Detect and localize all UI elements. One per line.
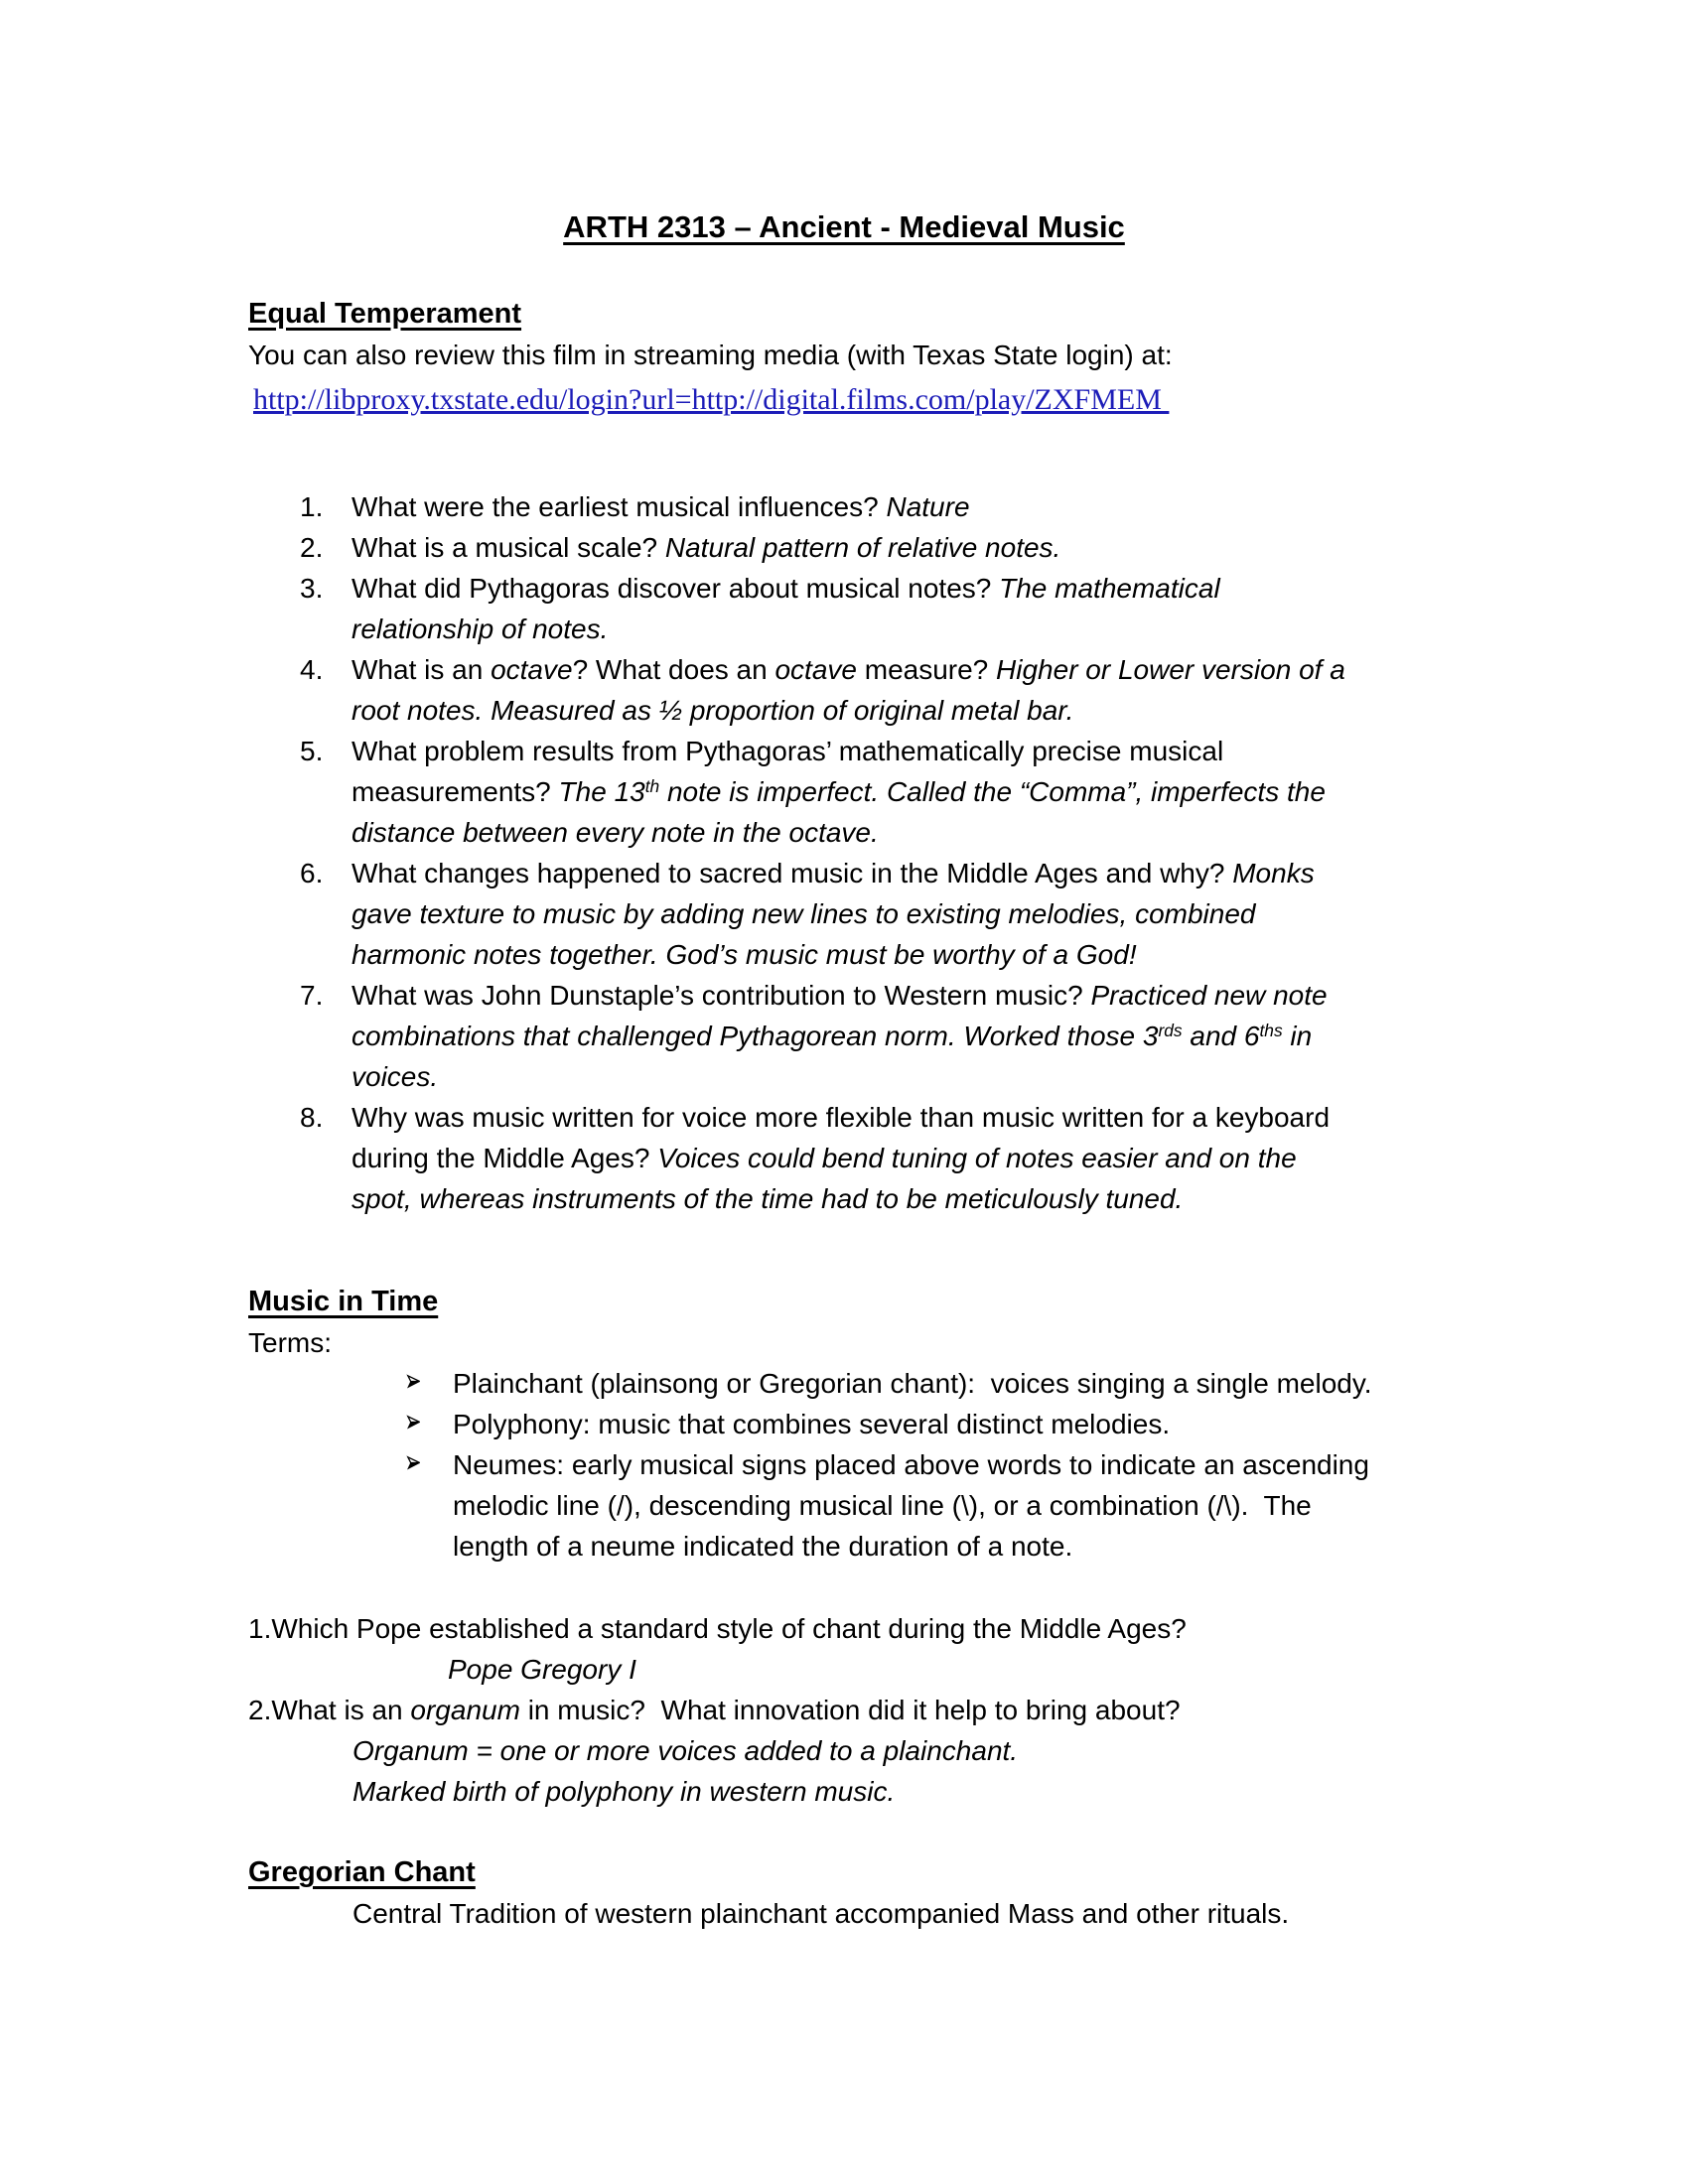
question-item bbox=[300, 853, 1440, 975]
question-item bbox=[300, 649, 1440, 731]
et-question-list bbox=[248, 486, 1440, 1219]
question-text: What were the earliest musical influences? Nature bbox=[352, 491, 970, 522]
heading-music-in-time: Music in Time bbox=[248, 1286, 439, 1317]
qa-block bbox=[248, 1608, 1440, 1812]
question-text: What problem results from Pythagoras’ mathematically precise musical measurements? The 13th note is imperfect. Called the “Comma”, imperfects the distance between every note in the octave. bbox=[352, 736, 1326, 848]
link-line bbox=[248, 376, 1440, 424]
question-number: 2. bbox=[300, 532, 324, 563]
qa-line: Pope Gregory I bbox=[448, 1654, 636, 1685]
question-number: 4. bbox=[300, 654, 324, 685]
term-text: Neumes: early musical signs placed above words to indicate an ascending melodic line (/), descending musical line (\), or a combination (/\). The length of a neume indicated the duration of a note. bbox=[453, 1449, 1369, 1562]
heading-gregorian-chant: Gregorian Chant bbox=[248, 1856, 476, 1888]
question-item bbox=[300, 731, 1440, 853]
question-number: 1. bbox=[300, 491, 324, 522]
page-title: ARTH 2313 – Ancient - Medieval Music bbox=[563, 209, 1125, 244]
qa-line: Marked birth of polyphony in western music. bbox=[352, 1776, 896, 1807]
term-item bbox=[405, 1444, 1440, 1567]
streaming-media-link[interactable]: http://libproxy.txstate.edu/login?url=http://digital.films.com/play/ZXFMEM bbox=[253, 383, 1170, 416]
question-item bbox=[300, 1097, 1440, 1219]
question-text: What did Pythagoras discover about musical notes? The mathematical relationship of notes. bbox=[352, 573, 1220, 644]
heading-equal-temperament: Equal Temperament bbox=[248, 298, 522, 330]
terms-list bbox=[248, 1363, 1440, 1567]
intro-text: You can also review this film in streaming media (with Texas State login) at: bbox=[248, 340, 1173, 370]
question-item bbox=[300, 527, 1440, 568]
question-item bbox=[300, 486, 1440, 527]
question-number: 3. bbox=[300, 573, 324, 604]
term-text: Polyphony: music that combines several distinct melodies. bbox=[453, 1409, 1171, 1439]
bullet-arrow-icon bbox=[405, 1444, 453, 1567]
question-text: What was John Dunstaple’s contribution to Western music? Practiced new note combinations that challenged Pythagorean norm. Worked those $3^{rds}$ and $6^{ths}$ in voices. bbox=[352, 980, 1328, 1092]
question-number: 5. bbox=[300, 736, 324, 766]
question-item bbox=[300, 975, 1440, 1097]
question-text: Why was music written for voice more flexible than music written for a keyboard during the Middle Ages? Voices could bend tuning of notes easier and on the spot, whereas instruments of the time had to be meticulously tuned. bbox=[352, 1102, 1331, 1214]
question-text: What is a musical scale? Natural pattern of relative notes. bbox=[352, 532, 1061, 563]
term-item bbox=[405, 1363, 1440, 1404]
question-number: 6. bbox=[300, 858, 324, 888]
gregorian-chant-body: Central Tradition of western plainchant accompanied Mass and other rituals. bbox=[352, 1898, 1290, 1929]
bullet-arrow-icon bbox=[405, 1363, 453, 1404]
term-text: Plainchant (plainsong or Gregorian chant): voices singing a single melody. bbox=[453, 1368, 1372, 1399]
question-text: What changes happened to sacred music in the Middle Ages and why? Monks gave texture to music by adding new lines to existing melodies, combined harmonic notes together. God’s music must be worthy of a God! bbox=[352, 858, 1315, 970]
question-number: 7. bbox=[300, 980, 324, 1011]
question-text: What is an octave? What does an octave measure? Higher or Lower version of a root notes. Measured as ½ proportion of original metal bar. bbox=[352, 654, 1345, 726]
question-item bbox=[300, 568, 1440, 649]
bullet-arrow-icon bbox=[405, 1404, 453, 1444]
terms-label: Terms: bbox=[248, 1327, 332, 1358]
qa-line: Organum = one or more voices added to a plainchant. bbox=[352, 1735, 1019, 1766]
qa-line: 1.Which Pope established a standard style of chant during the Middle Ages? bbox=[248, 1613, 1187, 1644]
term-item bbox=[405, 1404, 1440, 1444]
question-number: 8. bbox=[300, 1102, 324, 1133]
qa-line: 2.What is an organum in music? What innovation did it help to bring about? bbox=[248, 1695, 1181, 1725]
